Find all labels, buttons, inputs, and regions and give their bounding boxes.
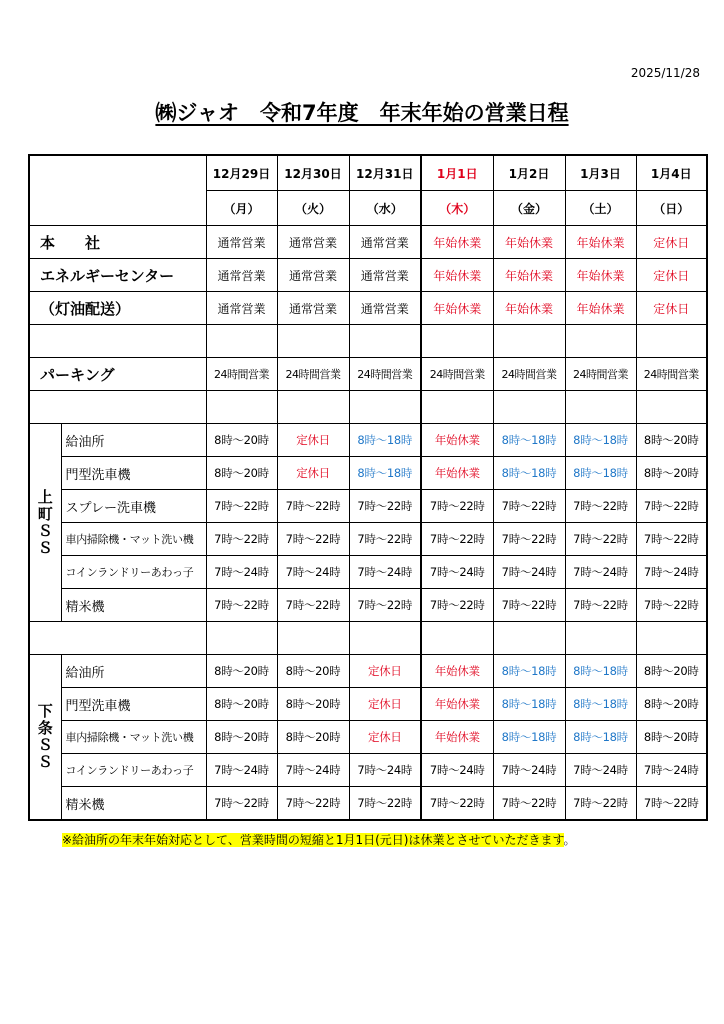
shimojo-row [29,754,707,787]
blank-cell [565,325,636,358]
schedule-cell: 7時～22時 [349,787,421,821]
footnote-tail: 。 [563,833,576,847]
header-weekday: （日） [636,191,707,226]
blank-cell [277,391,349,424]
schedule-cell: 7時～22時 [206,523,277,556]
spacer-row [29,622,707,655]
schedule-cell: 定休日 [349,688,421,721]
schedule-cell: 通常営業 [206,292,277,325]
row-label: 給油所 [61,655,206,688]
schedule-cell: 8時～18時 [493,721,565,754]
honsha-row [29,292,707,325]
blank-cell [277,325,349,358]
schedule-cell: 年始休業 [565,292,636,325]
schedule-cell: 7時～22時 [277,490,349,523]
schedule-cell: 7時～22時 [493,787,565,821]
schedule-cell: 定休日 [349,721,421,754]
schedule-cell: 定休日 [636,292,707,325]
blank-cell [493,622,565,655]
header-date: 12月29日 [206,155,277,191]
schedule-cell: 7時～24時 [493,754,565,787]
schedule-cell: 7時～24時 [636,754,707,787]
schedule-cell: 年始休業 [421,259,493,292]
schedule-cell: 7時～22時 [565,787,636,821]
schedule-cell: 8時～18時 [565,721,636,754]
schedule-cell: 7時～24時 [206,556,277,589]
kamimachi-row [29,457,707,490]
schedule-cell: 定休日 [349,655,421,688]
schedule-cell: 7時～24時 [421,754,493,787]
group-label-char: 上 [37,487,53,506]
blank-cell [206,325,277,358]
schedule-cell: 7時～24時 [349,556,421,589]
schedule-cell: 7時～22時 [493,589,565,622]
schedule-cell: 24時間営業 [493,358,565,391]
schedule-cell: 24時間営業 [206,358,277,391]
spacer-row [29,325,707,358]
schedule-cell: 7時～24時 [206,754,277,787]
blank-cell [349,325,421,358]
schedule-cell: 7時～22時 [206,787,277,821]
blank-cell [636,325,707,358]
blank-cell [565,622,636,655]
schedule-cell: 年始休業 [421,424,493,457]
row-label: 車内掃除機・マット洗い機 [61,523,206,556]
schedule-cell: 年始休業 [493,226,565,259]
header-date-row [29,155,707,191]
schedule-cell: 8時～18時 [565,424,636,457]
parking-row [29,358,707,391]
footnote [62,831,576,848]
schedule-cell: 7時～24時 [277,754,349,787]
blank-cell [206,391,277,424]
schedule-cell: 7時～22時 [493,490,565,523]
honsha-row [29,259,707,292]
shimojo-row [29,721,707,754]
schedule-cell: 7時～22時 [277,523,349,556]
header-date: 1月2日 [493,155,565,191]
schedule-cell: 7時～22時 [277,589,349,622]
schedule-cell: 8時～18時 [493,655,565,688]
schedule-cell: 24時間営業 [421,358,493,391]
group-label-char: Ｓ [37,736,53,754]
kamimachi-row [29,556,707,589]
blank-cell [421,325,493,358]
kamimachi-row [29,589,707,622]
group-label-char: Ｓ [37,538,53,557]
schedule-cell: 年始休業 [421,655,493,688]
shimojo-row [29,688,707,721]
blank-cell [636,391,707,424]
schedule-cell: 7時～22時 [421,490,493,523]
schedule-cell: 年始休業 [421,292,493,325]
schedule-cell: 通常営業 [277,259,349,292]
schedule-cell: 7時～22時 [277,787,349,821]
schedule-cell: 年始休業 [565,226,636,259]
schedule-cell: 定休日 [277,457,349,490]
schedule-cell: 7時～24時 [277,556,349,589]
schedule-cell: 年始休業 [565,259,636,292]
group-label-char: Ｓ [37,753,53,771]
schedule-cell: 8時～20時 [206,424,277,457]
schedule-cell: 8時～20時 [277,688,349,721]
spacer-row [29,391,707,424]
schedule-cell: 通常営業 [349,292,421,325]
schedule-cell: 定休日 [636,226,707,259]
header-date: 12月30日 [277,155,349,191]
blank-cell [493,391,565,424]
row-label: 門型洗車機 [61,688,206,721]
schedule-cell: 8時～20時 [636,721,707,754]
row-label: 門型洗車機 [61,457,206,490]
blank-cell [636,622,707,655]
header-date: 1月4日 [636,155,707,191]
schedule-cell: 年始休業 [421,226,493,259]
schedule-cell: 8時～20時 [636,688,707,721]
schedule-cell: 7時～22時 [206,589,277,622]
page-title [0,97,724,127]
schedule-cell: 8時～20時 [206,655,277,688]
header-weekday: （土） [565,191,636,226]
blank-cell [277,622,349,655]
blank-cell [421,391,493,424]
schedule-cell: 7時～24時 [565,754,636,787]
schedule-cell: 7時～22時 [565,523,636,556]
schedule-cell: 7時～24時 [349,754,421,787]
header-date: 12月31日 [349,155,421,191]
schedule-cell: 7時～24時 [636,556,707,589]
header-weekday: （火） [277,191,349,226]
header-date: 1月1日 [421,155,493,191]
honsha-row [29,226,707,259]
page-title-text: ㈱ジャオ 令和7年度 年末年始の営業日程 [155,101,569,125]
schedule-table [28,154,708,821]
kamimachi-row [29,424,707,457]
schedule-cell: 7時～22時 [636,787,707,821]
schedule-cell: 8時～18時 [349,424,421,457]
row-label: スプレー洗車機 [61,490,206,523]
header-weekday: （木） [421,191,493,226]
kamimachi-row [29,490,707,523]
schedule-cell: 年始休業 [493,259,565,292]
schedule-cell: 8時～18時 [565,688,636,721]
schedule-cell: 8時～20時 [206,688,277,721]
schedule-cell: 8時～20時 [636,655,707,688]
header-weekday: （金） [493,191,565,226]
schedule-cell: 通常営業 [206,259,277,292]
schedule-cell: 8時～20時 [277,721,349,754]
blank-cell [29,622,206,655]
header-corner [29,155,206,226]
row-label: 精米機 [61,787,206,821]
schedule-cell: 通常営業 [277,226,349,259]
schedule-cell: 7時～22時 [421,589,493,622]
group-label-char: 条 [37,719,53,737]
schedule-cell: 8時～18時 [493,688,565,721]
schedule-cell: 24時間営業 [565,358,636,391]
shimojo-row [29,787,707,821]
row-label: パーキング [29,358,206,391]
document-date: 2025/11/28 [630,66,700,80]
schedule-cell: 定休日 [277,424,349,457]
schedule-cell: 7時～22時 [206,490,277,523]
schedule-cell: 7時～24時 [421,556,493,589]
schedule-cell: 7時～22時 [421,523,493,556]
schedule-cell: 7時～22時 [349,589,421,622]
shimojo-group-label [29,655,61,821]
blank-cell [493,325,565,358]
blank-cell [349,622,421,655]
schedule-cell: 8時～18時 [493,457,565,490]
blank-cell [29,325,206,358]
row-label: 給油所 [61,424,206,457]
schedule-cell: 7時～24時 [565,556,636,589]
group-label-char: 下 [37,702,53,720]
blank-cell [565,391,636,424]
blank-cell [421,622,493,655]
row-label: （灯油配送） [29,292,206,325]
schedule-cell: 8時～20時 [636,424,707,457]
schedule-cell: 通常営業 [206,226,277,259]
group-label-char: Ｓ [37,521,53,540]
schedule-cell: 24時間営業 [349,358,421,391]
kamimachi-row [29,523,707,556]
group-label-char: 町 [37,504,53,523]
schedule-cell: 8時～20時 [206,457,277,490]
header-date: 1月3日 [565,155,636,191]
schedule-cell: 7時～22時 [493,523,565,556]
schedule-cell: 年始休業 [421,457,493,490]
schedule-cell: 7時～22時 [565,490,636,523]
schedule-cell: 7時～22時 [565,589,636,622]
schedule-cell: 7時～22時 [636,523,707,556]
schedule-cell: 24時間営業 [277,358,349,391]
schedule-cell: 7時～22時 [349,523,421,556]
row-label: エネルギーセンター [29,259,206,292]
schedule-cell: 定休日 [636,259,707,292]
schedule-cell: 8時～18時 [493,424,565,457]
schedule-cell: 8時～20時 [206,721,277,754]
blank-cell [29,391,206,424]
row-label: 精米機 [61,589,206,622]
footnote-highlight: ※給油所の年末年始対応として、営業時間の短縮と1月1日(元日)は休業とさせていただきます [62,833,564,847]
header-weekday: （水） [349,191,421,226]
schedule-cell: 年始休業 [493,292,565,325]
schedule-cell: 8時～18時 [565,457,636,490]
schedule-cell: 8時～18時 [349,457,421,490]
schedule-cell: 通常営業 [349,259,421,292]
header-weekday: （月） [206,191,277,226]
schedule-cell: 7時～22時 [349,490,421,523]
schedule-cell: 7時～22時 [636,589,707,622]
schedule-cell: 7時～22時 [421,787,493,821]
schedule-cell: 通常営業 [277,292,349,325]
kamimachi-group-label [29,424,61,622]
schedule-cell: 8時～18時 [565,655,636,688]
shimojo-row [29,655,707,688]
schedule-cell: 8時～20時 [636,457,707,490]
blank-cell [206,622,277,655]
row-label: 車内掃除機・マット洗い機 [61,721,206,754]
row-label: 本 社 [29,226,206,259]
blank-cell [349,391,421,424]
schedule-cell: 7時～24時 [493,556,565,589]
schedule-cell: 年始休業 [421,688,493,721]
row-label: コインランドリーあわっ子 [61,754,206,787]
schedule-cell: 8時～20時 [277,655,349,688]
schedule-cell: 24時間営業 [636,358,707,391]
schedule-cell: 年始休業 [421,721,493,754]
row-label: コインランドリーあわっ子 [61,556,206,589]
schedule-cell: 通常営業 [349,226,421,259]
schedule-cell: 7時～22時 [636,490,707,523]
